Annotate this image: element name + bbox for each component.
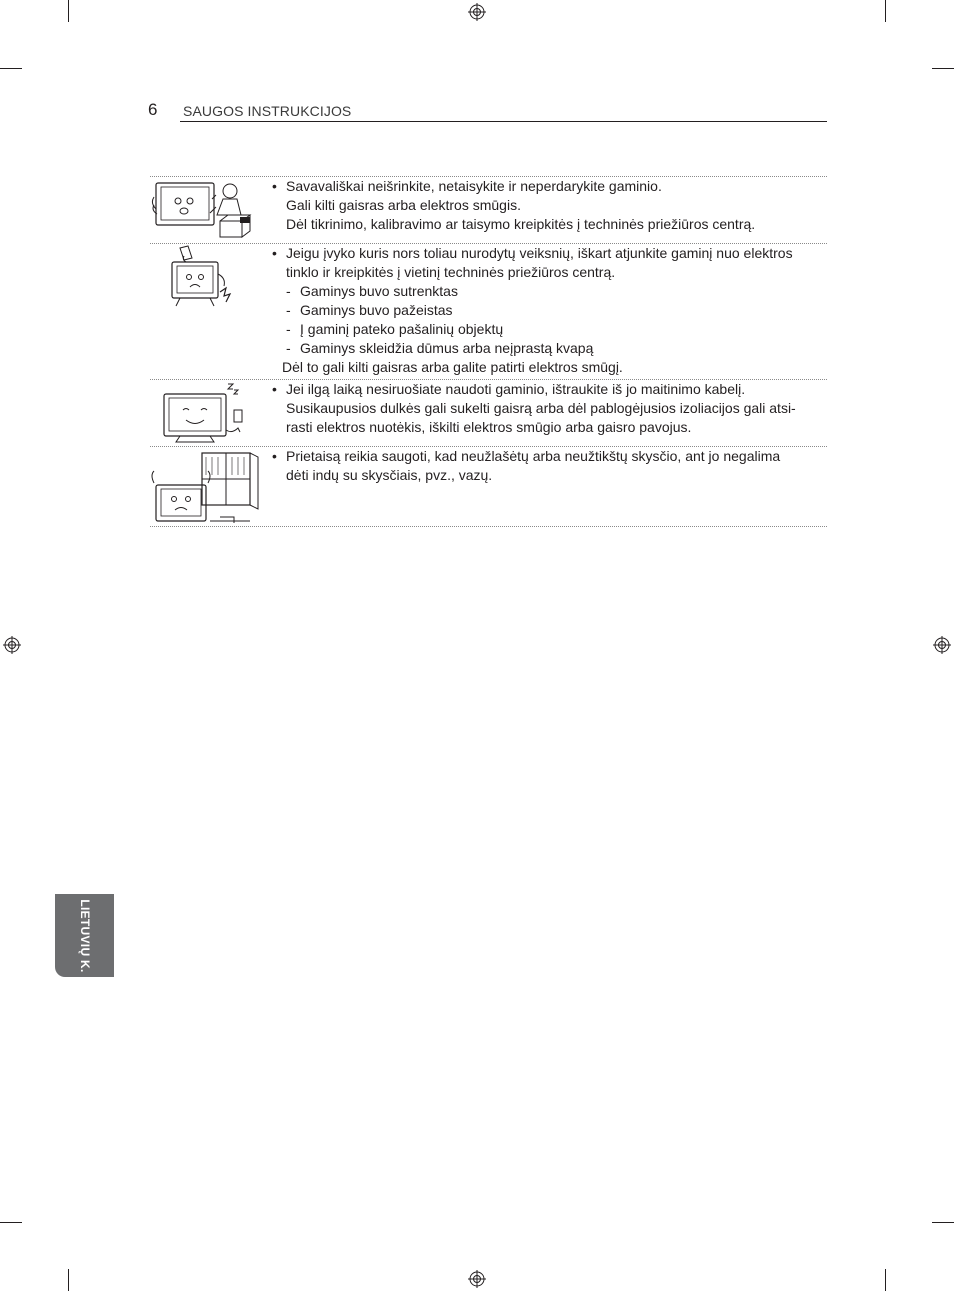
item-note: Dėl to gali kilti gaisras arba galite patirti elektros smūgį. [282,359,623,375]
language-tab [55,894,114,977]
crop-mark [68,1269,69,1291]
sub-item: - Į gaminį pateko pašalinių objektų [286,321,504,337]
crop-mark [932,68,954,69]
crop-mark [885,0,886,22]
tv-damaged-icon [150,244,262,314]
language-tab-label: LIETUVIŲ K. [77,898,92,973]
crop-mark [932,1222,954,1223]
item-text: Savavališkai neišrinkite, netaisykite ir neperdarykite gaminio. [286,178,662,194]
safety-item: • Prietaisą reikia saugoti, kad neužlašėtų arba neužtikštų skysčio, ant jo negalima dėti indų su skysčiais, pvz., vazų. [150,447,827,526]
crop-mark [68,0,69,22]
tv-unplugged-icon [150,380,262,446]
crop-mark [885,1269,886,1291]
sub-item: - Gaminys skleidžia dūmus arba neįprastą kvapą [286,340,594,356]
registration-mark-icon [933,636,951,654]
item-text: Jei ilgą laiką nesiruošiate naudoti gaminio, ištraukite iš jo maitinimo kabelį. [286,381,746,397]
row-divider [150,526,827,527]
item-text: Susikaupusios dulkės gali sukelti gaisrą arba dėl pablogėjusios izoliacijos gali atsi- [286,400,796,416]
registration-mark-icon [468,1270,486,1288]
sub-item: - Gaminys buvo sutrenktas [286,283,458,299]
sub-item: - Gaminys buvo pažeistas [286,302,453,318]
header-rule [180,121,827,122]
page-number: 6 [148,100,158,119]
item-text: rasti elektros nuotėkis, iškilti elektros smūgio arba gaisro pavojus. [286,419,692,435]
item-text: Dėl tikrinimo, kalibravimo ar taisymo kreipkitės į techninės priežiūros centrą. [286,216,756,232]
crop-mark [0,68,22,69]
registration-mark-icon [3,636,21,654]
safety-item: • Jeigu įvyko kuris nors toliau nurodytų veiksnių, iškart atjunkite gaminį nuo elektros tinklo ir kreipkitės į vietinį techninės priežiūros centrą. - Gaminys buvo sutrenktas - Gaminys buvo pažeistas - Į gaminį pateko pašalinių objektų - Gaminys skleidžia dūmus arba neįprastą kvapą Dėl to gali kilti gaisras arba galite patirti elektros smūgį. [150,244,827,379]
registration-mark-icon [468,3,486,21]
section-title: SAUGOS INSTRUKCIJOS [183,103,352,119]
item-text: Gali kilti gaisras arba elektros smūgis. [286,197,521,213]
item-text: dėti indų su skysčiais, pvz., vazų. [286,467,493,483]
safety-item: • Savavališkai neišrinkite, netaisykite ir neperdarykite gaminio. Gali kilti gaisras arba elektros smūgis. Dėl tikrinimo, kalibravimo ar taisymo kreipkitės į techninės priežiūros centrą. [150,177,827,243]
item-text: Prietaisą reikia saugoti, kad neužlašėtų arba neužtikštų skysčio, ant jo negalima [286,448,781,464]
crop-mark [0,1222,22,1223]
item-text: tinklo ir kreipkitės į vietinį techninės priežiūros centrą. [286,264,616,280]
tv-disassembly-icon [150,177,262,243]
item-text: Jeigu įvyko kuris nors toliau nurodytų veiksnių, iškart atjunkite gaminį nuo elektros [286,245,793,261]
safety-item: • Jei ilgą laiką nesiruošiate naudoti gaminio, ištraukite iš jo maitinimo kabelį. Susikaupusios dulkės gali sukelti gaisrą arba dėl pablogėjusios izoliacijos gali atsi- rasti elektros nuotėkis, iškilti elektros smūgio arba gaisro pavojus. [150,380,827,446]
tv-rain-window-icon [150,447,262,526]
